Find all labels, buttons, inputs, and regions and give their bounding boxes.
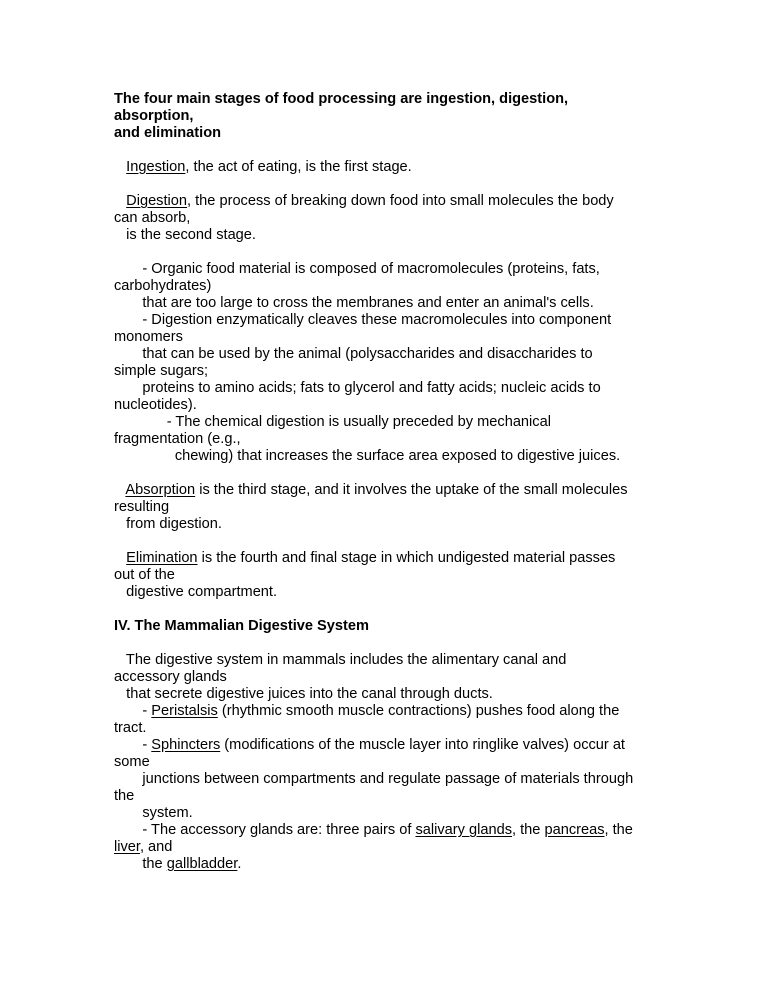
detail-line: - Digestion enzymatically cleaves these macromolecules into component [114, 312, 612, 328]
elimination-term: Elimination [126, 550, 198, 566]
detail-line: chewing) that increases the surface area exposed to digestive juices. [114, 448, 621, 464]
detail-line: proteins to amino acids; fats to glycerol and fatty acids; nucleic acids to [114, 380, 601, 396]
digestive-system-paragraph: The digestive system in mammals includes the alimentary canal and accessory glands that secrete digestive juices into the canal through ducts. - Peristalsis (rhythmic smooth muscle contractions) pushes food along the tract. - Sphincters (modifications of the muscle layer into ringlike valves) occur at some junctions between compartments and regulate passage of materials through the system. - The accessory glands are: three pairs of salivary glands, the pancreas, the liver, and the gallbladder. [114, 652, 674, 873]
detail-line: - The chemical digestion is usually preceded by mechanical [114, 414, 551, 430]
ingestion-term: Ingestion [126, 159, 186, 175]
section-heading: IV. The Mammalian Digestive System [114, 618, 369, 634]
peristalsis-term: Peristalsis [151, 703, 218, 719]
document-page [114, 91, 674, 873]
gallbladder-term: gallbladder [166, 856, 238, 872]
absorption-paragraph: Absorption is the third stage, and it involves the uptake of the small molecules resulting from digestion. [114, 482, 628, 532]
peristalsis-line: - Peristalsis (rhythmic smooth muscle contractions) pushes food along the [114, 703, 620, 719]
salivary-glands-term: salivary glands [415, 822, 513, 838]
detail-line: carbohydrates) [114, 278, 212, 294]
detail-line: fragmentation (e.g., [114, 431, 241, 447]
accessory-glands-line: - The accessory glands are: three pairs of salivary glands, the pancreas, the [114, 822, 633, 838]
detail-line: monomers [114, 329, 183, 345]
detail-line: that are too large to cross the membranes and enter an animal's cells. [114, 295, 594, 311]
digestion-term: Digestion [126, 193, 188, 209]
digestion-paragraph: Digestion, the process of breaking down food into small molecules the body can absorb, is the second stage. [114, 193, 614, 243]
pancreas-term: pancreas [544, 822, 605, 838]
elimination-paragraph: Elimination is the fourth and final stage in which undigested material passes out of the digestive compartment. [114, 550, 616, 600]
detail-line: - Organic food material is composed of macromolecules (proteins, fats, [114, 261, 600, 277]
detail-line: nucleotides). [114, 397, 197, 413]
digestion-details [114, 261, 674, 465]
detail-line: simple sugars; [114, 363, 209, 379]
detail-line: that can be used by the animal (polysaccharides and disaccharides to [114, 346, 593, 362]
heading-line: The four main stages of food processing are ingestion, digestion, [114, 91, 569, 107]
sphincters-term: Sphincters [151, 737, 221, 753]
sphincters-line: - Sphincters (modifications of the muscle layer into ringlike valves) occur at [114, 737, 625, 753]
heading-line: absorption, [114, 108, 194, 124]
liver-term: liver [114, 839, 140, 855]
absorption-term: Absorption [125, 482, 196, 498]
stages-heading [114, 91, 674, 142]
heading-line: and elimination [114, 125, 222, 141]
ingestion-paragraph: Ingestion, the act of eating, is the first stage. [126, 159, 412, 175]
